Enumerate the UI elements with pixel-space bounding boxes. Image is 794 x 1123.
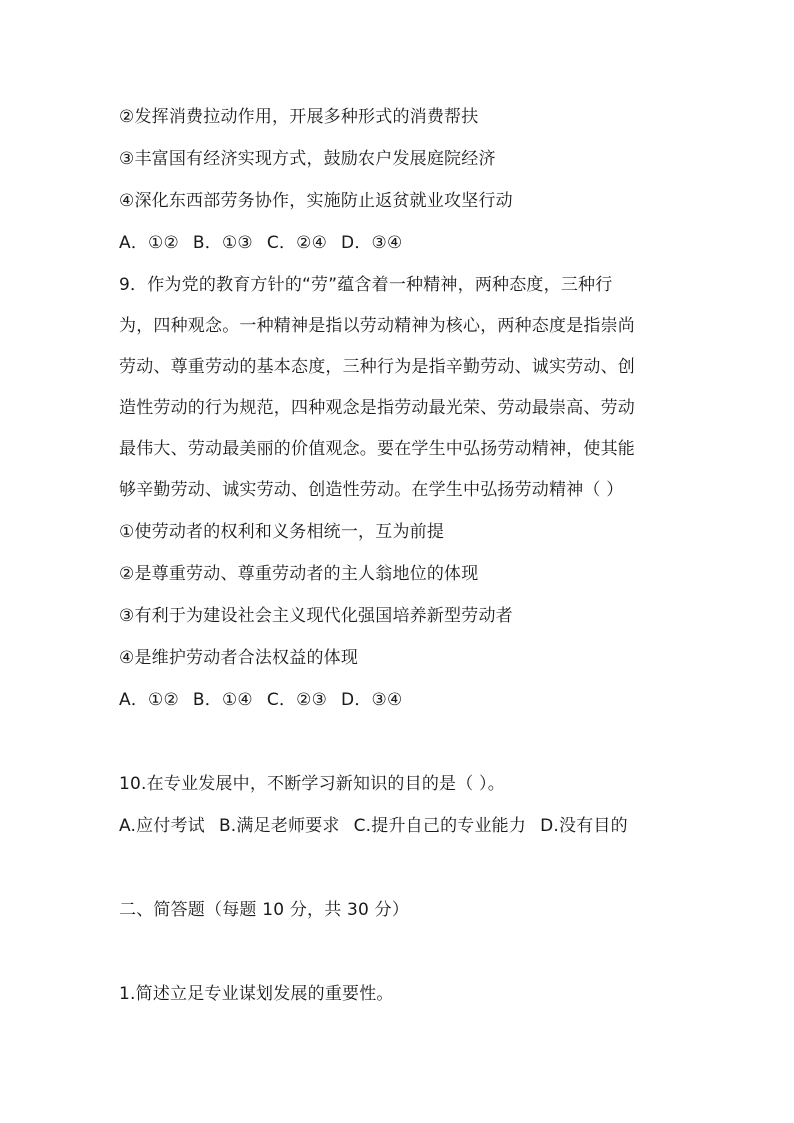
q9-option-c: C．②③ bbox=[266, 690, 328, 710]
q9-option-a: A．①② bbox=[119, 690, 179, 710]
q9-item-2: ②是尊重劳动、尊重劳动者的主人翁地位的体现 bbox=[119, 564, 479, 584]
q10-option-c: C.提升自己的专业能力 bbox=[353, 816, 527, 836]
q8-option-d: D．③④ bbox=[341, 233, 403, 253]
q8-item-3: ③丰富国有经济实现方式，鼓励农户发展庭院经济 bbox=[119, 149, 496, 169]
q9-stem-line-3: 劳动、尊重劳动的基本态度，三种行为是指辛勤劳动、诚实劳动、创 bbox=[119, 357, 635, 377]
q8-option-b: B．①③ bbox=[192, 233, 253, 253]
q10-option-b: B.满足老师要求 bbox=[218, 816, 340, 836]
q9-item-3: ③有利于为建设社会主义现代化强国培养新型劳动者 bbox=[119, 606, 513, 626]
q9-options bbox=[119, 689, 402, 711]
q9-item-4: ④是维护劳动者合法权益的体现 bbox=[119, 648, 359, 668]
q9-option-b: B．①④ bbox=[192, 690, 253, 710]
q10-option-a: A.应付考试 bbox=[119, 816, 205, 836]
q8-option-c: C．②④ bbox=[266, 233, 328, 253]
q9-stem-line-5: 最伟大、劳动最美丽的价值观念。要在学生中弘扬劳动精神，使其能 bbox=[119, 439, 635, 459]
q10-option-d: D.没有目的 bbox=[540, 816, 628, 836]
q10-options bbox=[119, 815, 628, 837]
q10-stem: 10.在专业发展中，不断学习新知识的目的是（ ）。 bbox=[119, 774, 505, 794]
q9-stem-line-6: 够辛勤劳动、诚实劳动、创造性劳动。在学生中弘扬劳动精神（ ） bbox=[119, 480, 624, 500]
q8-option-a: A．①② bbox=[119, 233, 179, 253]
q9-stem-line-1: 9．作为党的教育方针的“劳”蕴含着一种精神，两种态度，三种行 bbox=[119, 275, 613, 295]
q9-stem-line-4: 造性劳动的行为规范，四种观念是指劳动最光荣、劳动最崇高、劳动 bbox=[119, 398, 635, 418]
q9-item-1: ①使劳动者的权利和义务相统一，互为前提 bbox=[119, 522, 445, 542]
q9-option-d: D．③④ bbox=[341, 690, 403, 710]
q8-options bbox=[119, 232, 402, 254]
q8-item-2: ②发挥消费拉动作用，开展多种形式的消费帮扶 bbox=[119, 107, 479, 127]
section-2-heading: 二、简答题（每题 10 分，共 30 分） bbox=[119, 900, 410, 920]
q9-stem-line-2: 为，四种观念。一种精神是指以劳动精神为核心，两种态度是指崇尚 bbox=[119, 316, 635, 336]
section-2-question-1: 1.简述立足专业谋划发展的重要性。 bbox=[119, 984, 394, 1004]
q8-item-4: ④深化东西部劳务协作，实施防止返贫就业攻坚行动 bbox=[119, 191, 513, 211]
